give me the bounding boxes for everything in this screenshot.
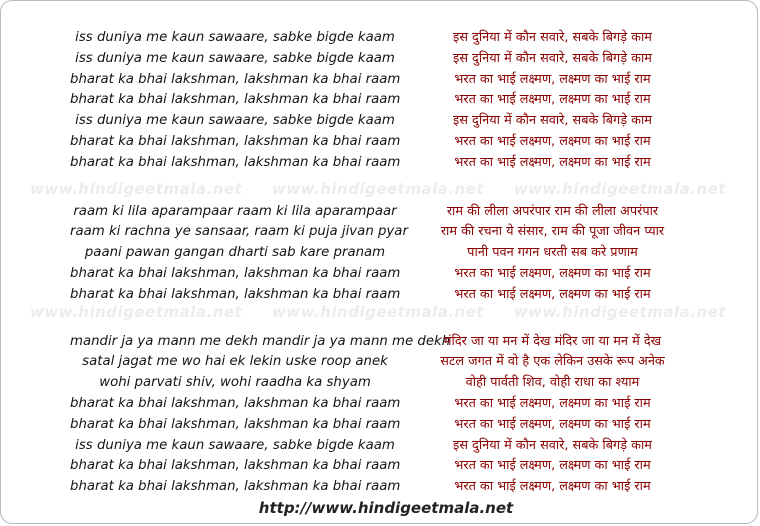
lyric-line: bharat ka bhai lakshman, lakshman ka bhai raam bbox=[70, 133, 401, 149]
lyric-line: भरत का भाई लक्ष्मण, लक्ष्मण का भाई राम bbox=[454, 92, 651, 108]
lyric-line: राम की रचना ये संसार, राम की पूजा जीवन प्यार bbox=[440, 224, 665, 240]
watermark-text: www.hindigeetmala.net bbox=[513, 180, 726, 198]
lyric-line: वोही पार्वती शिव, वोही राधा का श्याम bbox=[465, 375, 640, 391]
lyric-line: raam ki lila aparampaar raam ki lila aparampaar bbox=[73, 203, 397, 219]
lyric-line: मंदिर जा या मन में देख मंदिर जा या मन में देख bbox=[443, 333, 662, 349]
lyric-line: इस दुनिया में कौन सवारे, सबके बिगड़े काम bbox=[453, 50, 652, 66]
lyric-line: iss duniya me kaun sawaare, sabke bigde kaam bbox=[75, 30, 395, 45]
lyric-line: पानी पवन गगन धरती सब करे प्रणाम bbox=[467, 245, 638, 261]
stanza-2-hindi bbox=[410, 202, 695, 306]
lyric-line: भरत का भाई लक्ष्मण, लक्ष्मण का भाई राम bbox=[454, 395, 651, 411]
lyric-line: भरत का भाई लक्ष्मण, लक्ष्मण का भाई राम bbox=[454, 154, 651, 170]
lyric-line: raam ki rachna ye sansaar, raam ki puja jivan pyar bbox=[70, 224, 408, 240]
lyric-line: paani pawan gangan dharti sab kare pranam bbox=[84, 245, 386, 261]
lyric-line: iss duniya me kaun sawaare, sabke bigde kaam bbox=[75, 50, 395, 66]
lyric-line: bharat ka bhai lakshman, lakshman ka bhai raam bbox=[70, 265, 401, 281]
lyric-line: bharat ka bhai lakshman, lakshman ka bhai raam bbox=[70, 458, 401, 474]
lyric-line: bharat ka bhai lakshman, lakshman ka bhai raam bbox=[70, 286, 401, 302]
lyric-line: भरत का भाई लक्ष्मण, लक्ष्मण का भाई राम bbox=[454, 265, 651, 281]
lyric-line: iss duniya me kaun sawaare, sabke bigde kaam bbox=[75, 437, 395, 453]
lyric-line: सटल जगत में वो है एक लेकिन उसके रूप अनेक bbox=[440, 354, 665, 370]
lyric-line: राम की लीला अपरंपार राम की लीला अपरंपार bbox=[446, 203, 659, 219]
lyric-line: bharat ka bhai lakshman, lakshman ka bhai raam bbox=[70, 71, 401, 87]
lyric-line: इस दुनिया में कौन सवारे, सबके बिगड़े काम bbox=[453, 113, 652, 129]
lyric-line: इस दुनिया में कौन सवारे, सबके बिगड़े काम bbox=[453, 30, 652, 45]
lyric-line: भरत का भाई लक्ष्मण, लक्ष्मण का भाई राम bbox=[454, 416, 651, 432]
lyric-line: भरत का भाई लक्ष्मण, लक्ष्मण का भाई राम bbox=[454, 458, 651, 474]
lyric-line: bharat ka bhai lakshman, lakshman ka bhai raam bbox=[70, 395, 401, 411]
lyric-line: भरत का भाई लक्ष्मण, लक्ष्मण का भाई राम bbox=[454, 133, 651, 149]
lyric-line: bharat ka bhai lakshman, lakshman ka bhai raam bbox=[70, 92, 401, 108]
lyric-line: भरत का भाई लक्ष्मण, लक्ष्मण का भाई राम bbox=[454, 71, 651, 87]
lyric-line: bharat ka bhai lakshman, lakshman ka bhai raam bbox=[70, 154, 401, 170]
watermark-text: www.hindigeetmala.net bbox=[271, 180, 485, 198]
stanza-3-english bbox=[70, 332, 451, 498]
lyric-line: iss duniya me kaun sawaare, sabke bigde kaam bbox=[75, 113, 395, 129]
watermark-text: www.hindigeetmala.net bbox=[513, 303, 726, 321]
stanza-1-hindi bbox=[410, 28, 695, 174]
footer-url: http://www.hindigeetmala.net bbox=[236, 496, 536, 520]
lyric-line: भरत का भाई लक्ष्मण, लक्ष्मण का भाई राम bbox=[454, 286, 651, 302]
lyric-line: bharat ka bhai lakshman, lakshman ka bhai raam bbox=[70, 479, 401, 495]
watermark-text: www.hindigeetmala.net bbox=[30, 303, 243, 321]
lyric-line: mandir ja ya mann me dekh mandir ja ya mann me dekh bbox=[70, 333, 451, 349]
stanza-2-english bbox=[70, 202, 408, 306]
lyric-line: wohi parvati shiv, wohi raadha ka shyam bbox=[99, 375, 371, 391]
watermark-text: www.hindigeetmala.net bbox=[30, 180, 243, 198]
stanza-3-hindi bbox=[410, 332, 695, 498]
lyric-line: bharat ka bhai lakshman, lakshman ka bhai raam bbox=[70, 416, 401, 432]
lyric-line: इस दुनिया में कौन सवारे, सबके बिगड़े काम bbox=[453, 437, 652, 453]
lyric-line: भरत का भाई लक्ष्मण, लक्ष्मण का भाई राम bbox=[454, 479, 651, 495]
watermark-text: www.hindigeetmala.net bbox=[271, 303, 485, 321]
lyrics-english-column bbox=[70, 28, 451, 502]
stanza-1-english bbox=[70, 28, 400, 174]
lyric-line: satal jagat me wo hai ek lekin uske roop anek bbox=[82, 354, 388, 370]
lyrics-hindi-column bbox=[410, 28, 695, 502]
